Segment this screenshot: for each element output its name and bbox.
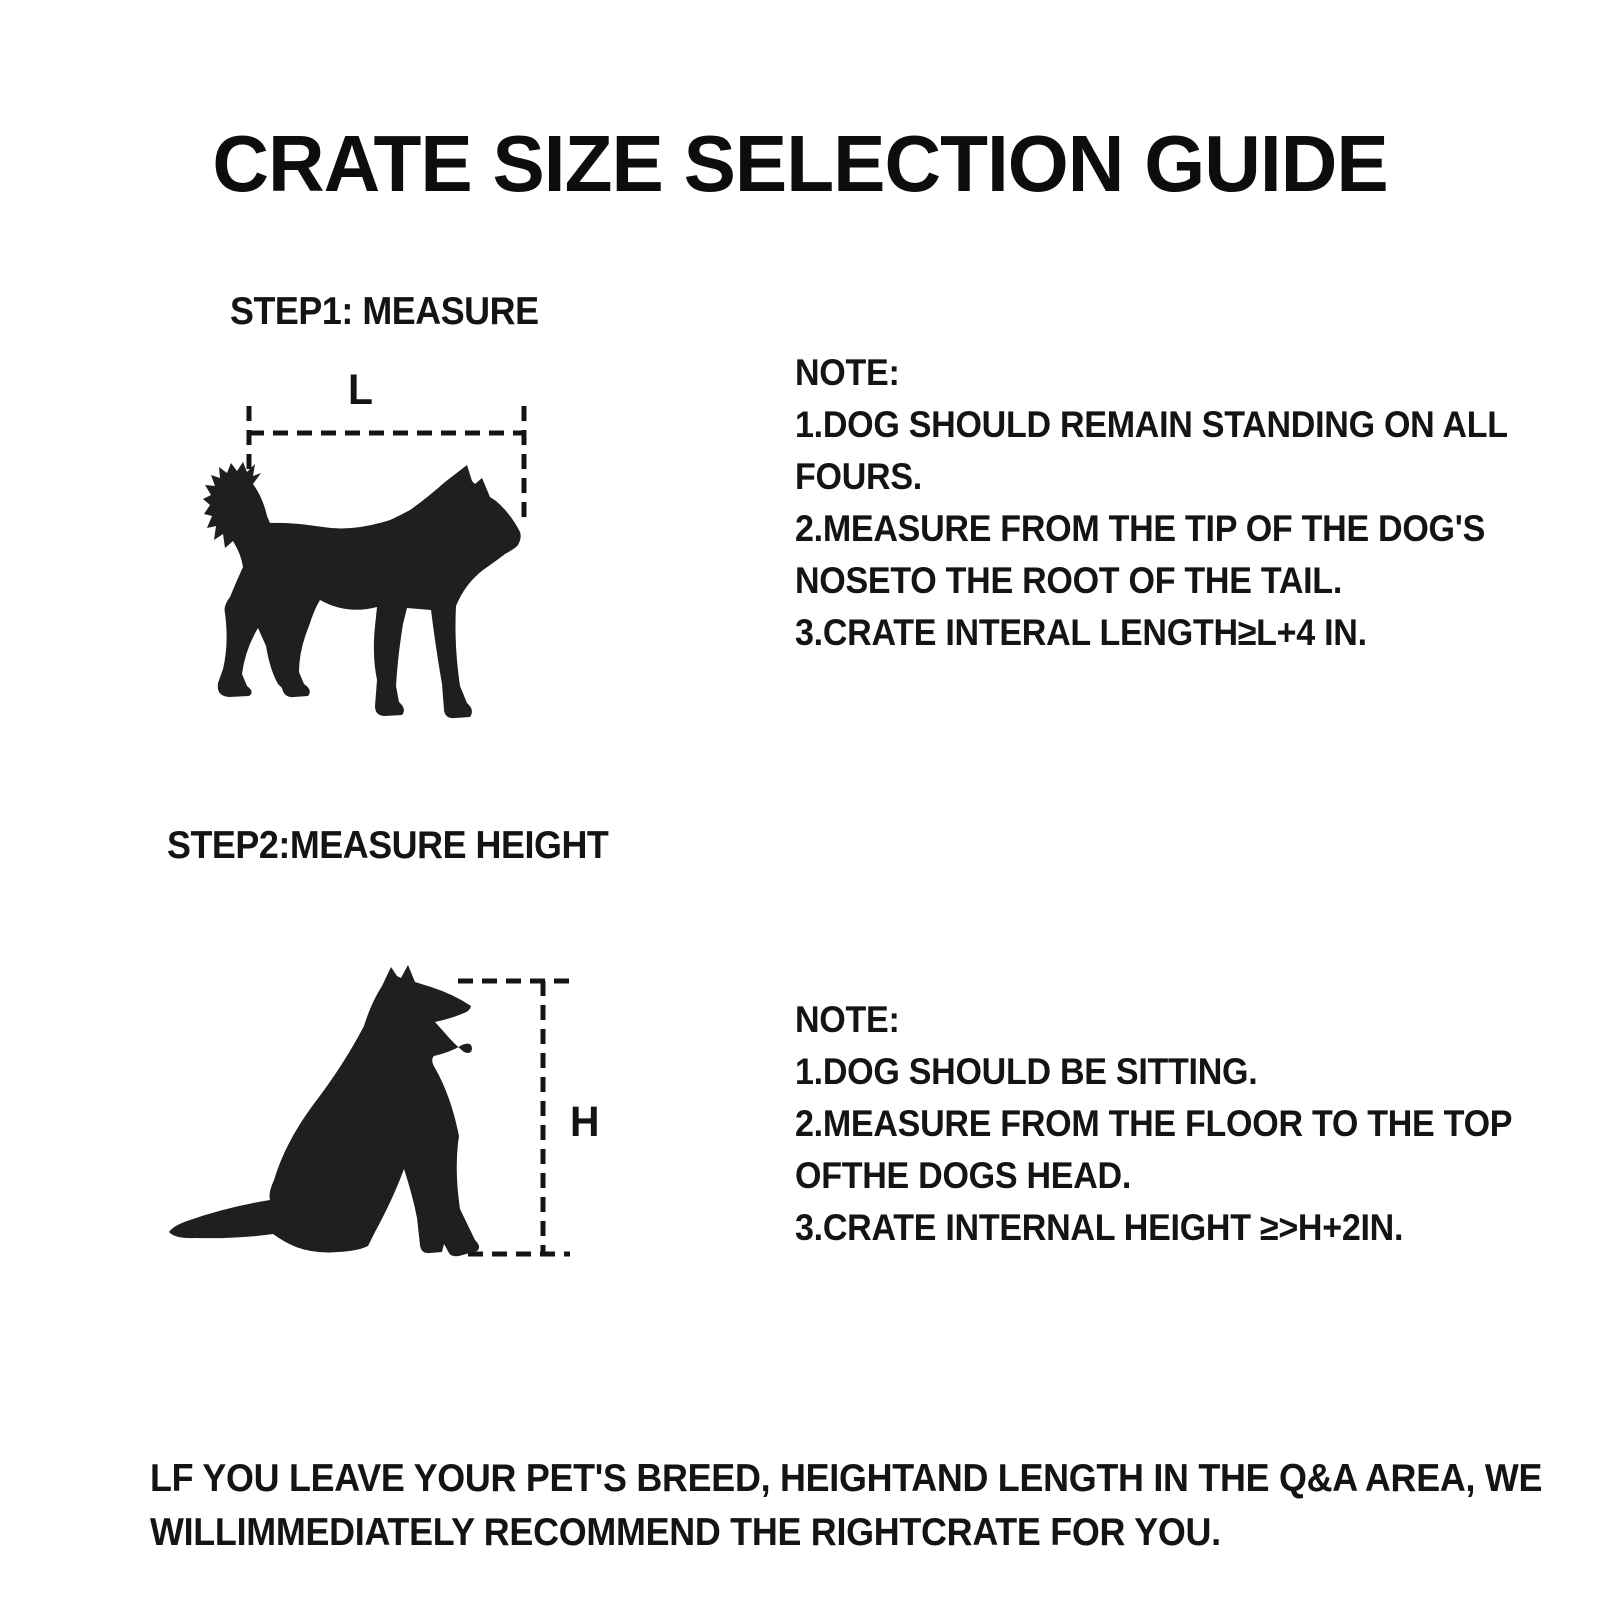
step2-note-line: 2.MEASURE FROM THE FLOOR TO THE TOP xyxy=(795,1103,1513,1144)
step2-note-heading: NOTE: xyxy=(795,999,900,1040)
step1-note xyxy=(795,347,1508,659)
step1-note-line: 2.MEASURE FROM THE TIP OF THE DOG'S xyxy=(795,508,1486,549)
footer-line: WILLIMMEDIATELY RECOMMEND THE RIGHTCRATE FOR YOU. xyxy=(150,1511,1221,1554)
step1-note-line: 1.DOG SHOULD REMAIN STANDING ON ALL xyxy=(795,404,1508,445)
step1-note-line: NOSETO THE ROOT OF THE TAIL. xyxy=(795,560,1343,601)
step2-note-line: 3.CRATE INTERNAL HEIGHT ≥>H+2IN. xyxy=(795,1207,1404,1248)
height-dimension-label: H xyxy=(570,1098,600,1146)
step1-note-line: FOURS. xyxy=(795,456,922,497)
step1-note-line: 3.CRATE INTERAL LENGTH≥L+4 IN. xyxy=(795,612,1367,653)
page-title: CRATE SIZE SELECTION GUIDE xyxy=(212,118,1388,208)
step1-heading: STEP1: MEASURE xyxy=(230,290,539,333)
step2-note-line: 1.DOG SHOULD BE SITTING. xyxy=(795,1051,1258,1092)
standing-dog-silhouette xyxy=(203,458,525,726)
sitting-dog-silhouette xyxy=(163,956,505,1262)
footer-line: LF YOU LEAVE YOUR PET'S BREED, HEIGHTAND LENGTH IN THE Q&A AREA, WE xyxy=(150,1457,1543,1500)
length-dimension-label: L xyxy=(348,366,373,414)
step2-note xyxy=(795,994,1512,1254)
step2-heading: STEP2:MEASURE HEIGHT xyxy=(167,824,609,867)
footer-text xyxy=(150,1452,1542,1560)
step1-note-heading: NOTE: xyxy=(795,352,900,393)
step2-note-line: OFTHE DOGS HEAD. xyxy=(795,1155,1132,1196)
